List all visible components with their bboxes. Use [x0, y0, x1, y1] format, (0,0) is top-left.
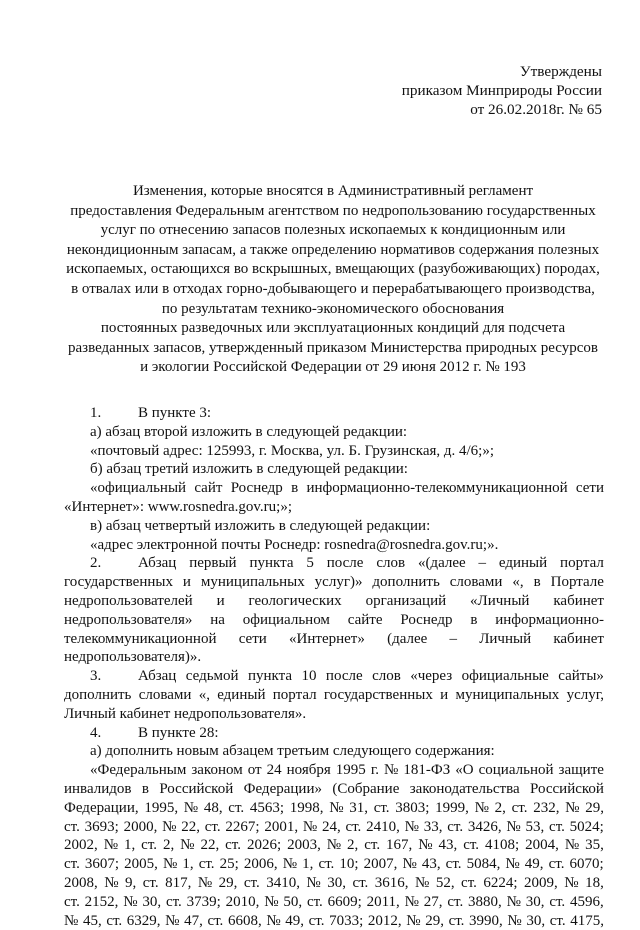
word: 25; [219, 856, 239, 873]
word: ст. [225, 837, 241, 854]
word: и [182, 574, 191, 591]
word: – [478, 555, 487, 572]
word: ст. [445, 856, 462, 873]
word: ст. [549, 893, 566, 910]
word: 3426, [467, 818, 502, 835]
word: 43, [421, 856, 441, 873]
word: – [449, 630, 458, 647]
word: «, [512, 574, 524, 591]
word: № [103, 837, 119, 854]
justified-line [64, 479, 604, 498]
word: 47, [184, 912, 203, 929]
justified-line [64, 592, 604, 611]
word: № [165, 912, 180, 929]
word: после [325, 668, 363, 685]
word: 30, [142, 893, 162, 910]
word: 2010, [225, 893, 260, 910]
word: 4596, [570, 893, 604, 910]
word: Российской [159, 780, 234, 797]
word: информационно-телекоммуникационной [306, 480, 568, 497]
word: № [266, 912, 281, 929]
word: информационно- [495, 611, 604, 628]
word: словами [138, 686, 192, 703]
word: ст. [204, 818, 221, 835]
word: 5084, [466, 856, 501, 873]
word: 22, [200, 837, 220, 854]
word: 181-ФЗ [403, 762, 451, 779]
word: № [64, 912, 79, 929]
word: 10 [301, 668, 317, 685]
word: № [402, 856, 417, 873]
word: инвалидов [64, 780, 132, 797]
word: Федерации, [64, 799, 139, 816]
title-line: разведанных запасов, утвержденный приказом Министерства природных ресурсов [68, 339, 598, 356]
word: ст. [306, 893, 323, 910]
word: № [302, 818, 318, 835]
justified-line [138, 667, 604, 686]
item-1-subpoint-c: в) абзац четвертый изложить в следующей редакции: [90, 517, 431, 534]
word: 2006, [243, 856, 278, 873]
justified-line [64, 573, 604, 592]
word: сети [238, 630, 267, 647]
word: 7033; [329, 912, 364, 929]
word: дополнить [64, 686, 132, 703]
word: 817, [165, 874, 192, 891]
word: Портале [550, 574, 604, 591]
word: 6609; [327, 893, 362, 910]
word: 29, [585, 799, 604, 816]
word: и [440, 686, 449, 703]
word: 2152, [84, 893, 119, 910]
word: 18, [585, 874, 604, 891]
word: 27, [423, 893, 443, 910]
word: 43, [438, 837, 458, 854]
word: слов [376, 555, 406, 572]
word: 2011, [366, 893, 400, 910]
word: № [505, 856, 520, 873]
word: № [406, 912, 421, 929]
word: ст. [511, 799, 528, 816]
word: ст. [549, 818, 565, 835]
word: ст. [549, 912, 566, 929]
word: Федерации» [243, 780, 322, 797]
word: 3607; [84, 856, 120, 873]
word: ст. [64, 818, 80, 835]
word: кабинет [553, 592, 604, 609]
word: ст. [308, 912, 325, 929]
word: от [247, 762, 262, 779]
justified-line [64, 630, 604, 649]
word: 2410, [366, 818, 400, 835]
word: № [163, 856, 178, 873]
item-3-heading: 3. Абзац седьмой пункта 10 после слов «через официальные сайты» [90, 668, 604, 685]
justified-line [64, 818, 604, 837]
justified-line [64, 836, 604, 855]
word: пункта [249, 555, 294, 572]
word: № [326, 837, 342, 854]
word: недропользователя» [64, 611, 193, 628]
word: 2002, [64, 837, 98, 854]
word: № [404, 818, 419, 835]
word: 3803; [395, 799, 430, 816]
word: № [162, 818, 177, 835]
approval-line-1: Утверждены [519, 63, 602, 80]
word: 3693; [84, 818, 119, 835]
word: 4175, [570, 912, 604, 929]
word: 6070; [569, 856, 604, 873]
word: 24 [266, 762, 282, 779]
item-1-subpoint-a-text: «почтовый адрес: 125993, г. Москва, ул. Б. Грузинская, д. 4/6;»; [90, 442, 495, 459]
word: ст. [141, 837, 158, 854]
justified-line [138, 554, 604, 573]
word: законодательства [409, 780, 520, 797]
word: 2000, [123, 818, 158, 835]
word: ст. [364, 837, 381, 854]
word: № [565, 799, 580, 816]
word: 45, [82, 912, 102, 929]
word: 2008, [64, 874, 98, 891]
word: ноября [286, 762, 331, 779]
word: социальной [478, 762, 554, 779]
word: 2009, [524, 874, 558, 891]
word: ст. [447, 893, 464, 910]
item-2-last-line: недропользователя)». [64, 649, 202, 666]
item-1-subpoint-b-line-2: «Интернет»: www.rosnedra.gov.ru;»; [64, 498, 293, 515]
item-4-heading: 4. В пункте 28: [90, 724, 219, 741]
justified-line [64, 855, 604, 874]
word: «официальный [90, 480, 187, 497]
word: после [326, 555, 364, 572]
word: 53, [525, 818, 545, 835]
word: «Личный [470, 592, 530, 609]
word: № [180, 837, 195, 854]
word: геологических [248, 592, 342, 609]
justified-line [64, 780, 604, 799]
item-1-subpoint-c-text: «адрес электронной почты Роснедр: rosnedra@rosnedra.gov.ru;». [90, 536, 499, 553]
word: государственных [323, 686, 433, 703]
word: 6329, [126, 912, 161, 929]
word: законом [191, 762, 243, 779]
word: 167, [386, 837, 413, 854]
word: 2007, [363, 856, 398, 873]
word: 33, [423, 818, 443, 835]
word: сайт [194, 480, 223, 497]
word: 1, [123, 837, 136, 854]
word: организаций [365, 592, 447, 609]
word: 3880, [468, 893, 502, 910]
title-line: по результатам технико-экономического обоснования [161, 300, 505, 317]
word: «Интернет» [289, 630, 365, 647]
word: 29, [218, 874, 238, 891]
word: ст. [448, 912, 465, 929]
word: 1995, [144, 799, 179, 816]
approval-line-2: приказом Минприроды России [401, 82, 602, 99]
word: 2005, [124, 856, 158, 873]
word: «через [410, 668, 453, 685]
word: № [506, 818, 521, 835]
word: государственных [64, 574, 173, 591]
word: № [507, 912, 522, 929]
word: № [183, 799, 199, 816]
word: 2, [494, 799, 506, 816]
word: № [264, 893, 279, 910]
word: № [564, 874, 579, 891]
word: защите [558, 762, 604, 779]
title-line: постоянных разведочных или эксплуатационных кондиций для подсчета [100, 320, 566, 337]
word: «О [455, 762, 474, 779]
word: ст. [64, 893, 80, 910]
word: ст. [243, 874, 260, 891]
word: седьмой [185, 668, 239, 685]
word: Абзац [138, 668, 177, 685]
word: и [216, 592, 225, 609]
word: № [564, 837, 580, 854]
word: № [474, 799, 489, 816]
word: 9, [125, 874, 137, 891]
word: дополнить [372, 574, 440, 591]
word: в [470, 611, 478, 628]
word: ст. [228, 799, 245, 816]
word: ст. [318, 856, 335, 873]
item-4-subpoint-a: а) дополнить новым абзацем третьим следующего содержания: [90, 743, 495, 760]
word: пункта [248, 668, 293, 685]
word: 3990, [469, 912, 503, 929]
word: № [506, 893, 521, 910]
word: сети [575, 480, 604, 497]
justified-line [64, 912, 604, 930]
word: ст. [373, 799, 390, 816]
title-line: и экологии Российской Федерации от 29 июня 2012 г. № 193 [140, 359, 526, 376]
word: 52, [435, 874, 455, 891]
word: Роснедр [230, 480, 283, 497]
word: Личный [479, 630, 532, 647]
title-line: услуг по отнесению запасов полезных ископаемых к кондиционным или [100, 222, 566, 239]
word: 49, [285, 912, 304, 929]
word: 2003, [287, 837, 321, 854]
justified-line [64, 686, 604, 705]
word: Абзац [138, 555, 177, 572]
word: г. [370, 762, 380, 779]
word: муниципальных [200, 574, 305, 591]
word: муниципальных [455, 686, 560, 703]
word: ст. [207, 912, 224, 929]
word: ст. [142, 874, 159, 891]
title-line: ископаемых, остающихся во вскрышных, вмещающих (разубоживающих) породах, [66, 261, 600, 278]
word: ст. [165, 893, 182, 910]
word: № [415, 874, 430, 891]
word: в [141, 780, 149, 797]
item-1-subpoint-b: б) абзац третий изложить в следующей редакции: [90, 461, 408, 478]
word: недропользователей [64, 592, 193, 609]
word: (далее [387, 630, 428, 647]
word: в [533, 574, 541, 591]
word: № [282, 856, 298, 873]
word: ст. [461, 874, 477, 891]
word: 3410, [266, 874, 300, 891]
word: официальном [242, 611, 330, 628]
item-1-subpoint-a: а) абзац второй изложить в следующей редакции: [90, 423, 408, 440]
word: официальные [461, 668, 549, 685]
justified-line [64, 893, 604, 912]
word: ст. [106, 912, 123, 929]
word: сайты» [558, 668, 604, 685]
word: 10; [339, 856, 359, 873]
word: 1999, [435, 799, 469, 816]
word: 49, [524, 856, 544, 873]
word: № [418, 837, 433, 854]
word: ст. [198, 856, 215, 873]
word: № [306, 874, 321, 891]
word: 3616, [374, 874, 409, 891]
word: 35, [585, 837, 604, 854]
word: 4108; [485, 837, 520, 854]
word: словами [449, 574, 503, 591]
word: «Федеральным [90, 762, 187, 779]
justified-line [64, 761, 604, 780]
item-2-heading: 2. Абзац первый пункта 5 после слов «(далее – единый портал [90, 555, 604, 572]
word: на [210, 611, 225, 628]
word: Роснедр [400, 611, 453, 628]
document-body [64, 404, 604, 930]
word: Российской [530, 780, 604, 797]
word: портал [560, 555, 604, 572]
word: телекоммуникационной [64, 630, 217, 647]
word: 2004, [525, 837, 559, 854]
word: ст. [345, 818, 362, 835]
word: № [384, 762, 399, 779]
word: № [104, 874, 119, 891]
word: 24, [321, 818, 341, 835]
word: 2, [347, 837, 359, 854]
word: 30, [526, 912, 546, 929]
word: 5 [306, 555, 314, 572]
word: № [123, 893, 138, 910]
word: 2267; [225, 818, 260, 835]
word: кабинет [553, 630, 604, 647]
word: ст. [352, 874, 369, 891]
word: слов [372, 668, 401, 685]
word: 1, [182, 856, 194, 873]
word: 50, [283, 893, 303, 910]
word: 1995 [335, 762, 366, 779]
word: первый [189, 555, 237, 572]
word: ст. [64, 856, 80, 873]
justified-line [64, 874, 604, 893]
word: 2001, [264, 818, 299, 835]
word: ст. [463, 837, 480, 854]
word: 1998, [289, 799, 324, 816]
title-line: в отвалах или в отходах горно-добывающего и перерабатывающего производства, [71, 280, 595, 297]
word: 232, [533, 799, 560, 816]
word: 2012, [367, 912, 402, 929]
title-line: предоставления Федеральным агентством по недропользованию государственных [70, 202, 596, 219]
document-title [58, 182, 608, 378]
word: 6608, [227, 912, 262, 929]
title-line: Изменения, которые вносятся в Административный регламент [132, 183, 534, 199]
word: (Собрание [332, 780, 400, 797]
word: 4563; [249, 799, 285, 816]
word: 31, [349, 799, 368, 816]
word: 1, [302, 856, 314, 873]
word: № [404, 893, 419, 910]
word: № [197, 874, 213, 891]
item-3-last-line: Личный кабинет недропользователя». [64, 705, 307, 722]
word: услуг, [566, 686, 604, 703]
word: 30, [525, 893, 545, 910]
word: 3739; [186, 893, 221, 910]
word: 5024; [569, 818, 604, 835]
word: в [291, 480, 299, 497]
word: единый [217, 686, 266, 703]
word: «, [198, 686, 210, 703]
word: услуг)» [314, 574, 363, 591]
justified-line [64, 611, 604, 630]
word: № [329, 799, 344, 816]
justified-line [64, 799, 604, 818]
approval-line-3: от 26.02.2018г. № 65 [470, 101, 602, 118]
word: 2026; [246, 837, 282, 854]
word: сайте [347, 611, 383, 628]
word: ст. [447, 818, 464, 835]
word: 48, [203, 799, 223, 816]
item-1-heading: 1. В пункте 3: [90, 405, 212, 421]
title-line: некондиционным запасам, а также определению нормативов содержания полезных [66, 241, 600, 258]
word: ст. [548, 856, 565, 873]
word: единый [498, 555, 548, 572]
approval-block [402, 62, 602, 119]
word: 6224; [483, 874, 518, 891]
word: 30, [327, 874, 346, 891]
word: 29, [425, 912, 444, 929]
word: портал [272, 686, 317, 703]
word: 22, [181, 818, 200, 835]
word: «(далее [417, 555, 466, 572]
word: 2, [162, 837, 175, 854]
